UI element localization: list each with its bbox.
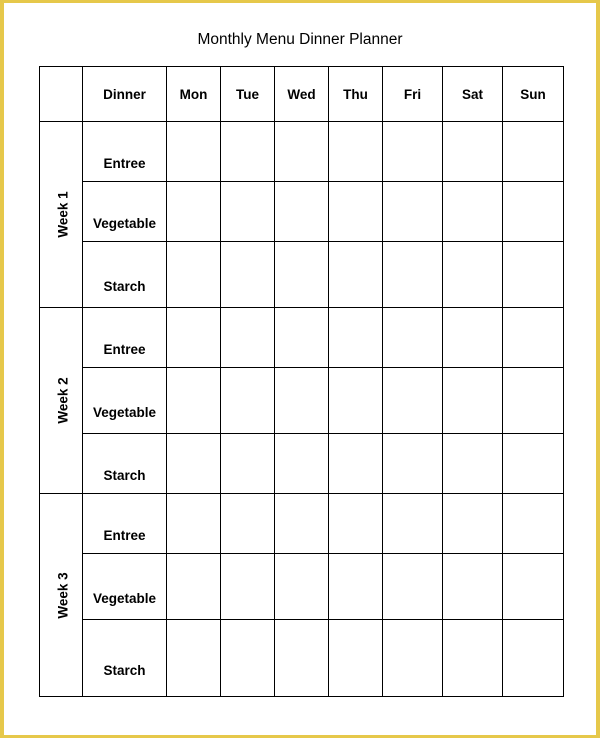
meal-cell[interactable]: [383, 368, 443, 434]
meal-cell[interactable]: [443, 122, 503, 182]
meal-cell[interactable]: [221, 368, 275, 434]
table-row: [40, 620, 564, 697]
day-header-sat: Sat: [443, 67, 503, 122]
category-cell: [83, 242, 167, 308]
meal-cell[interactable]: [167, 182, 221, 242]
meal-cell[interactable]: [443, 242, 503, 308]
day-header-thu: Thu: [329, 67, 383, 122]
meal-cell[interactable]: [275, 308, 329, 368]
meal-cell[interactable]: [503, 434, 564, 494]
meal-cell[interactable]: [443, 494, 503, 554]
meal-cell[interactable]: [443, 368, 503, 434]
meal-cell[interactable]: [503, 494, 564, 554]
meal-cell[interactable]: [167, 620, 221, 697]
category-cell: [83, 620, 167, 697]
week-cell-1: [40, 122, 83, 308]
category-label: Vegetable: [92, 405, 157, 420]
day-header-sun: Sun: [503, 67, 564, 122]
meal-cell[interactable]: [383, 494, 443, 554]
meal-cell[interactable]: [275, 122, 329, 182]
header-row: [40, 67, 564, 122]
category-cell: [83, 122, 167, 182]
day-header-wed: Wed: [275, 67, 329, 122]
meal-cell[interactable]: [167, 434, 221, 494]
meal-cell[interactable]: [167, 308, 221, 368]
table-row: [40, 122, 564, 182]
category-label: Entree: [103, 342, 146, 357]
meal-cell[interactable]: [383, 308, 443, 368]
meal-cell[interactable]: [503, 308, 564, 368]
table-row: [40, 554, 564, 620]
meal-cell[interactable]: [275, 494, 329, 554]
table-row: [40, 368, 564, 434]
meal-cell[interactable]: [167, 494, 221, 554]
category-cell: [83, 308, 167, 368]
meal-cell[interactable]: [329, 182, 383, 242]
meal-cell[interactable]: [221, 308, 275, 368]
meal-cell[interactable]: [221, 494, 275, 554]
corner-cell: [40, 67, 83, 122]
meal-cell[interactable]: [275, 242, 329, 308]
meal-cell[interactable]: [383, 182, 443, 242]
meal-cell[interactable]: [329, 620, 383, 697]
category-cell: [83, 434, 167, 494]
meal-cell[interactable]: [167, 122, 221, 182]
table-row: [40, 308, 564, 368]
meal-cell[interactable]: [221, 554, 275, 620]
meal-cell[interactable]: [443, 620, 503, 697]
week-cell-3: [40, 494, 83, 697]
meal-cell[interactable]: [275, 368, 329, 434]
category-cell: [83, 554, 167, 620]
category-label: Starch: [103, 468, 146, 483]
meal-cell[interactable]: [221, 434, 275, 494]
meal-cell[interactable]: [221, 242, 275, 308]
meal-cell[interactable]: [167, 368, 221, 434]
meal-cell[interactable]: [383, 554, 443, 620]
table-row: [40, 494, 564, 554]
meal-cell[interactable]: [329, 554, 383, 620]
meal-cell[interactable]: [443, 308, 503, 368]
meal-cell[interactable]: [383, 434, 443, 494]
dinner-header: Dinner: [83, 67, 167, 122]
meal-cell[interactable]: [275, 182, 329, 242]
week-cell-2: [40, 308, 83, 494]
meal-cell[interactable]: [503, 182, 564, 242]
planner-table: [39, 66, 564, 697]
meal-cell[interactable]: [443, 434, 503, 494]
meal-cell[interactable]: [329, 122, 383, 182]
meal-cell[interactable]: [503, 122, 564, 182]
meal-cell[interactable]: [221, 620, 275, 697]
page-title: Monthly Menu Dinner Planner: [197, 31, 403, 48]
meal-cell[interactable]: [443, 554, 503, 620]
category-label: Starch: [103, 662, 146, 678]
meal-cell[interactable]: [329, 494, 383, 554]
table-row: [40, 182, 564, 242]
day-header-tue: Tue: [221, 67, 275, 122]
meal-cell[interactable]: [503, 620, 564, 697]
meal-cell[interactable]: [329, 242, 383, 308]
week-label: Week 3: [55, 571, 71, 619]
day-header-mon: Mon: [167, 67, 221, 122]
category-cell: [83, 368, 167, 434]
week-label: Week 2: [55, 377, 71, 424]
category-label: Entree: [103, 528, 146, 543]
category-cell: [83, 494, 167, 554]
meal-cell[interactable]: [383, 620, 443, 697]
table-row: [40, 242, 564, 308]
category-label: Vegetable: [92, 216, 157, 231]
week-label: Week 1: [55, 191, 71, 238]
table-row: [40, 434, 564, 494]
category-cell: [83, 182, 167, 242]
meal-cell[interactable]: [167, 242, 221, 308]
day-header-fri: Fri: [383, 67, 443, 122]
meal-cell[interactable]: [383, 122, 443, 182]
meal-cell[interactable]: [443, 182, 503, 242]
meal-cell[interactable]: [329, 308, 383, 368]
meal-cell[interactable]: [503, 242, 564, 308]
category-label: Vegetable: [92, 591, 157, 606]
meal-cell[interactable]: [329, 434, 383, 494]
meal-cell[interactable]: [275, 434, 329, 494]
meal-cell[interactable]: [383, 242, 443, 308]
meal-cell[interactable]: [275, 620, 329, 697]
meal-cell[interactable]: [503, 368, 564, 434]
meal-cell[interactable]: [167, 554, 221, 620]
meal-cell[interactable]: [329, 368, 383, 434]
meal-cell[interactable]: [221, 182, 275, 242]
category-label: Entree: [103, 156, 146, 171]
meal-cell[interactable]: [503, 554, 564, 620]
meal-cell[interactable]: [221, 122, 275, 182]
category-label: Starch: [103, 279, 146, 294]
meal-cell[interactable]: [275, 554, 329, 620]
